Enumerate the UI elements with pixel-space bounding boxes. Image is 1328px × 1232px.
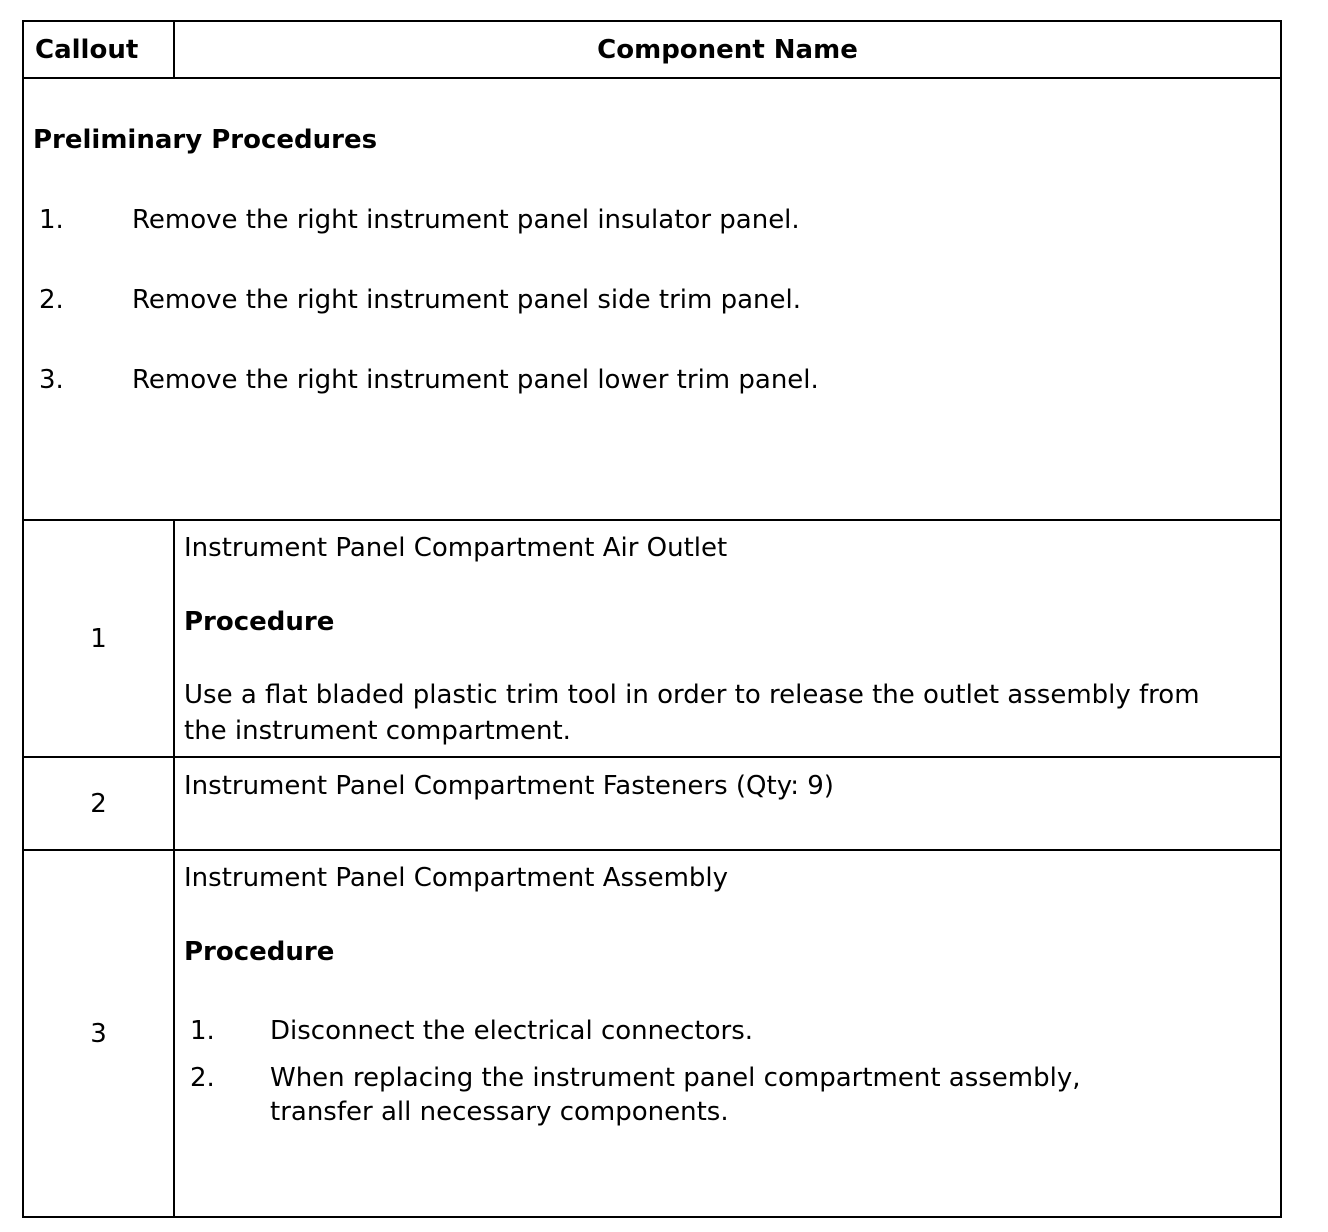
component-table xyxy=(22,20,1282,1218)
procedure-text: Use a flat bladed plastic trim tool in order to release the outlet assembly from the instrument compartment. xyxy=(184,680,1200,746)
column-divider xyxy=(173,521,175,1216)
step-number: 1. xyxy=(190,1016,215,1046)
step-text: Disconnect the electrical connectors. xyxy=(270,1016,754,1046)
procedure-label: Procedure xyxy=(184,937,335,967)
prelim-step-number: 2. xyxy=(39,285,64,315)
step-text: When replacing the instrument panel compartment assembly, transfer all necessary components. xyxy=(270,1063,1081,1127)
component-name-header: Component Name xyxy=(597,35,858,65)
prelim-step-text: Remove the right instrument panel lower trim panel. xyxy=(132,365,819,395)
step-number: 2. xyxy=(190,1063,215,1093)
callout-number: 1 xyxy=(90,624,107,654)
prelim-step-number: 1. xyxy=(39,205,64,235)
prelim-step-text: Remove the right instrument panel insulator panel. xyxy=(132,205,800,235)
row-divider xyxy=(24,756,1280,758)
row-divider xyxy=(24,519,1280,521)
procedure-label: Procedure xyxy=(184,607,335,637)
callout-header: Callout xyxy=(35,35,139,65)
callout-number: 3 xyxy=(90,1019,107,1049)
preliminary-title: Preliminary Procedures xyxy=(33,125,378,155)
component-name: Instrument Panel Compartment Air Outlet xyxy=(184,533,728,563)
callout-number: 2 xyxy=(90,789,107,819)
component-name: Instrument Panel Compartment Assembly xyxy=(184,863,729,893)
prelim-step-number: 3. xyxy=(39,365,64,395)
component-name: Instrument Panel Compartment Fasteners (Qty: 9) xyxy=(184,771,834,801)
header-divider xyxy=(24,77,1280,79)
prelim-step-text: Remove the right instrument panel side trim panel. xyxy=(132,285,801,315)
row-divider xyxy=(24,849,1280,851)
